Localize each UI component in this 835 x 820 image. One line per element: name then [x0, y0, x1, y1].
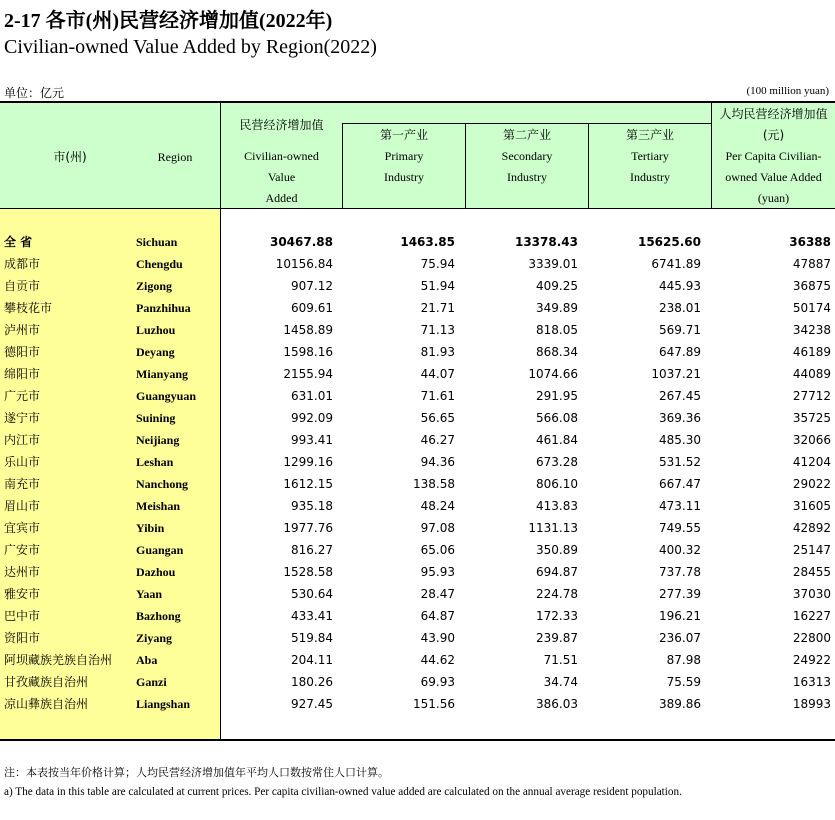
cell-secondary: 224.78 [536, 587, 578, 601]
region-name-cn: 内江市 [4, 433, 41, 447]
region-name-cn: 雅安市 [4, 587, 41, 601]
cell-percap: 41204 [792, 455, 831, 469]
region-name-cn: 遂宁市 [4, 411, 41, 425]
header-tertiary-en-1: Tertiary [631, 149, 669, 163]
cell-civ: 1598.16 [283, 345, 333, 359]
cell-tertiary: 485.30 [659, 433, 701, 447]
cell-primary: 138.58 [413, 477, 455, 491]
region-name-en: Yibin [136, 521, 165, 535]
header-percap-en-1: Per Capita Civilian- [725, 149, 822, 163]
table-row [0, 297, 835, 319]
cell-secondary: 71.51 [543, 653, 578, 667]
cell-civ: 10156.84 [275, 257, 333, 271]
cell-civ: 519.84 [291, 631, 333, 645]
cell-civ: 993.41 [291, 433, 333, 447]
cell-civ: 30467.88 [269, 235, 333, 249]
region-name-en: Neijiang [136, 433, 180, 447]
cell-percap: 36388 [789, 235, 831, 249]
region-name-en: Sichuan [136, 235, 178, 249]
cell-primary: 97.08 [420, 521, 455, 535]
header-primary-cn: 第一产业 [379, 128, 428, 142]
cell-tertiary: 238.01 [659, 301, 701, 315]
table-row [0, 275, 835, 297]
cell-percap: 42892 [792, 521, 831, 535]
region-name-en: Luzhou [136, 323, 176, 337]
region-name-en: Mianyang [136, 367, 189, 381]
table-row-total [0, 231, 835, 253]
region-name-en: Chengdu [136, 257, 183, 271]
region-name-en: Yaan [136, 587, 163, 601]
cell-primary: 1463.85 [400, 235, 455, 249]
cell-civ: 2155.94 [283, 367, 333, 381]
cell-secondary: 350.89 [536, 543, 578, 557]
unit-label-cn: 单位：亿元 [4, 86, 65, 100]
cell-civ: 1528.58 [283, 565, 333, 579]
cell-civ: 631.01 [291, 389, 333, 403]
region-name-en: Guangyuan [136, 389, 197, 403]
region-name-en: Meishan [136, 499, 181, 513]
cell-secondary: 34.74 [543, 675, 578, 689]
region-name-en: Dazhou [136, 565, 176, 579]
cell-secondary: 291.95 [536, 389, 578, 403]
region-name-cn: 巴中市 [4, 609, 41, 623]
region-name-cn: 宜宾市 [4, 521, 41, 535]
cell-primary: 46.27 [420, 433, 455, 447]
cell-civ: 816.27 [291, 543, 333, 557]
cell-secondary: 806.10 [536, 477, 578, 491]
cell-civ: 992.09 [291, 411, 333, 425]
region-name-cn: 达州市 [4, 565, 41, 579]
table-row [0, 253, 835, 275]
cell-primary: 151.56 [413, 697, 455, 711]
cell-percap: 27712 [792, 389, 831, 403]
cell-primary: 94.36 [420, 455, 455, 469]
region-name-cn: 自贡市 [4, 279, 41, 293]
cell-primary: 64.87 [420, 609, 455, 623]
note-cn: 注：本表按当年价格计算；人均民营经济增加值年平均人口数按常住人口计算。 [4, 766, 389, 779]
cell-secondary: 868.34 [536, 345, 578, 359]
cell-primary: 48.24 [420, 499, 455, 513]
region-name-cn: 乐山市 [4, 455, 41, 469]
table-row [0, 429, 835, 451]
cell-percap: 32066 [792, 433, 831, 447]
table-row [0, 649, 835, 671]
cell-percap: 18993 [792, 697, 831, 711]
region-name-en: Liangshan [136, 697, 191, 711]
cell-civ: 907.12 [291, 279, 333, 293]
cell-primary: 71.13 [420, 323, 455, 337]
cell-primary: 44.07 [420, 367, 455, 381]
table-row [0, 693, 835, 715]
table-row [0, 671, 835, 693]
cell-civ: 530.64 [291, 587, 333, 601]
cell-percap: 24922 [792, 653, 831, 667]
table-row [0, 605, 835, 627]
region-name-cn: 南充市 [4, 477, 41, 491]
cell-civ: 609.61 [291, 301, 333, 315]
header-civ-en-2: Value [267, 170, 296, 184]
table-row [0, 517, 835, 539]
cell-secondary: 1131.13 [528, 521, 578, 535]
cell-secondary: 409.25 [536, 279, 578, 293]
cell-tertiary: 1037.21 [651, 367, 701, 381]
header-primary-en-2: Industry [384, 170, 424, 184]
header-secondary-cn: 第二产业 [502, 128, 551, 142]
cell-tertiary: 389.86 [659, 697, 701, 711]
region-name-cn: 广安市 [4, 543, 41, 557]
cell-percap: 46189 [792, 345, 831, 359]
region-name-en: Bazhong [136, 609, 181, 623]
cell-percap: 25147 [792, 543, 831, 557]
cell-secondary: 413.83 [536, 499, 578, 513]
cell-primary: 43.90 [420, 631, 455, 645]
header-region-en: Region [157, 150, 193, 164]
cell-percap: 29022 [792, 477, 831, 491]
header-secondary-en-2: Industry [507, 170, 547, 184]
cell-secondary: 818.05 [536, 323, 578, 337]
table-row [0, 627, 835, 649]
cell-tertiary: 196.21 [659, 609, 701, 623]
cell-civ: 1458.89 [283, 323, 333, 337]
cell-tertiary: 277.39 [659, 587, 701, 601]
header-civ-en-1: Civilian-owned [244, 149, 319, 163]
region-name-cn: 绵阳市 [4, 367, 41, 381]
table-row [0, 451, 835, 473]
cell-primary: 51.94 [420, 279, 455, 293]
cell-percap: 44089 [792, 367, 831, 381]
unit-label-en: (100 million yuan) [746, 85, 829, 97]
region-name-en: Ganzi [136, 675, 167, 689]
cell-primary: 65.06 [420, 543, 455, 557]
cell-secondary: 349.89 [536, 301, 578, 315]
cell-tertiary: 6741.89 [651, 257, 701, 271]
cell-civ: 1299.16 [283, 455, 333, 469]
region-name-cn: 德阳市 [4, 345, 41, 359]
cell-secondary: 1074.66 [528, 367, 578, 381]
cell-secondary: 172.33 [536, 609, 578, 623]
cell-percap: 22800 [792, 631, 831, 645]
cell-secondary: 694.87 [536, 565, 578, 579]
header-civ-cn: 民营经济增加值 [239, 118, 324, 132]
header-percap-cn-2: (元) [762, 128, 785, 142]
cell-tertiary: 15625.60 [637, 235, 701, 249]
cell-percap: 36875 [792, 279, 831, 293]
cell-percap: 28455 [792, 565, 831, 579]
cell-primary: 44.62 [420, 653, 455, 667]
table-row [0, 385, 835, 407]
region-name-en: Zigong [136, 279, 173, 293]
table-row [0, 473, 835, 495]
region-name-en: Suining [136, 411, 176, 425]
cell-civ: 935.18 [291, 499, 333, 513]
cell-tertiary: 87.98 [666, 653, 701, 667]
table-row [0, 583, 835, 605]
rule-subheader [342, 123, 711, 124]
cell-percap: 16227 [792, 609, 831, 623]
cell-percap: 37030 [792, 587, 831, 601]
cell-tertiary: 267.45 [659, 389, 701, 403]
cell-tertiary: 737.78 [659, 565, 701, 579]
cell-primary: 75.94 [420, 257, 455, 271]
cell-primary: 95.93 [420, 565, 455, 579]
region-name-en: Ziyang [136, 631, 173, 645]
cell-civ: 433.41 [291, 609, 333, 623]
header-percap-cn-1: 人均民营经济增加值 [719, 107, 828, 121]
cell-primary: 71.61 [420, 389, 455, 403]
region-name-en: Deyang [136, 345, 175, 359]
table-row [0, 495, 835, 517]
cell-primary: 69.93 [420, 675, 455, 689]
region-name-cn: 甘孜藏族自治州 [4, 675, 89, 689]
cell-civ: 204.11 [291, 653, 333, 667]
cell-civ: 180.26 [291, 675, 333, 689]
cell-secondary: 3339.01 [528, 257, 578, 271]
cell-tertiary: 473.11 [659, 499, 701, 513]
cell-tertiary: 236.07 [659, 631, 701, 645]
cell-tertiary: 531.52 [659, 455, 701, 469]
header-civ-en-3: Added [265, 191, 298, 205]
header-city-cn: 市(州) [53, 150, 87, 164]
cell-secondary: 386.03 [536, 697, 578, 711]
cell-tertiary: 75.59 [666, 675, 701, 689]
region-name-en: Guangan [136, 543, 184, 557]
cell-secondary: 566.08 [536, 411, 578, 425]
cell-tertiary: 445.93 [659, 279, 701, 293]
cell-primary: 56.65 [420, 411, 455, 425]
note-en: a) The data in this table are calculated at current prices. Per capita civilian-owned value added are calculated on the annual average resident population. [4, 786, 682, 798]
cell-percap: 35725 [792, 411, 831, 425]
cell-tertiary: 667.47 [659, 477, 701, 491]
cell-secondary: 239.87 [536, 631, 578, 645]
region-name-en: Panzhihua [136, 301, 191, 315]
table-row [0, 407, 835, 429]
cell-percap: 31605 [792, 499, 831, 513]
region-name-en: Leshan [136, 455, 174, 469]
cell-primary: 28.47 [420, 587, 455, 601]
rule-top [0, 101, 835, 103]
header-percap-en-2: owned Value Added [725, 170, 822, 184]
region-name-en: Nanchong [136, 477, 189, 491]
cell-tertiary: 749.55 [659, 521, 701, 535]
table-row [0, 341, 835, 363]
table-title-cn: 2-17 各市(州)民营经济增加值(2022年) [4, 10, 333, 32]
cell-tertiary: 400.32 [659, 543, 701, 557]
table-title-en: Civilian-owned Value Added by Region(2022) [4, 36, 377, 58]
cell-tertiary: 369.36 [659, 411, 701, 425]
header-primary-en-1: Primary [384, 149, 424, 163]
cell-primary: 21.71 [420, 301, 455, 315]
region-name-cn: 攀枝花市 [4, 301, 53, 315]
header-tertiary-cn: 第三产业 [625, 128, 674, 142]
region-name-cn: 广元市 [4, 389, 41, 403]
region-name-cn: 资阳市 [4, 631, 41, 645]
cell-tertiary: 647.89 [659, 345, 701, 359]
region-name-cn: 眉山市 [4, 499, 41, 513]
table-row [0, 539, 835, 561]
cell-tertiary: 569.71 [659, 323, 701, 337]
table-row [0, 363, 835, 385]
header-percap-en-3: (yuan) [757, 191, 790, 205]
header-tertiary-en-2: Industry [630, 170, 670, 184]
cell-percap: 34238 [792, 323, 831, 337]
cell-civ: 927.45 [291, 697, 333, 711]
cell-secondary: 13378.43 [514, 235, 578, 249]
cell-percap: 50174 [792, 301, 831, 315]
data-table [0, 101, 835, 741]
region-name-cn: 成都市 [4, 257, 41, 271]
header-secondary-en-1: Secondary [501, 149, 553, 163]
table-row [0, 319, 835, 341]
table-row [0, 561, 835, 583]
region-name-cn: 凉山彝族自治州 [4, 697, 89, 711]
region-name-cn: 全 省 [4, 235, 33, 249]
cell-civ: 1977.76 [283, 521, 333, 535]
cell-percap: 47887 [792, 257, 831, 271]
rule-header-bottom [0, 208, 835, 209]
region-name-en: Aba [136, 653, 158, 667]
region-name-cn: 阿坝藏族羌族自治州 [4, 653, 113, 667]
cell-secondary: 461.84 [536, 433, 578, 447]
region-name-cn: 泸州市 [4, 323, 41, 337]
cell-primary: 81.93 [420, 345, 455, 359]
cell-percap: 16313 [792, 675, 831, 689]
cell-civ: 1612.15 [283, 477, 333, 491]
cell-secondary: 673.28 [536, 455, 578, 469]
rule-bottom [0, 739, 835, 741]
